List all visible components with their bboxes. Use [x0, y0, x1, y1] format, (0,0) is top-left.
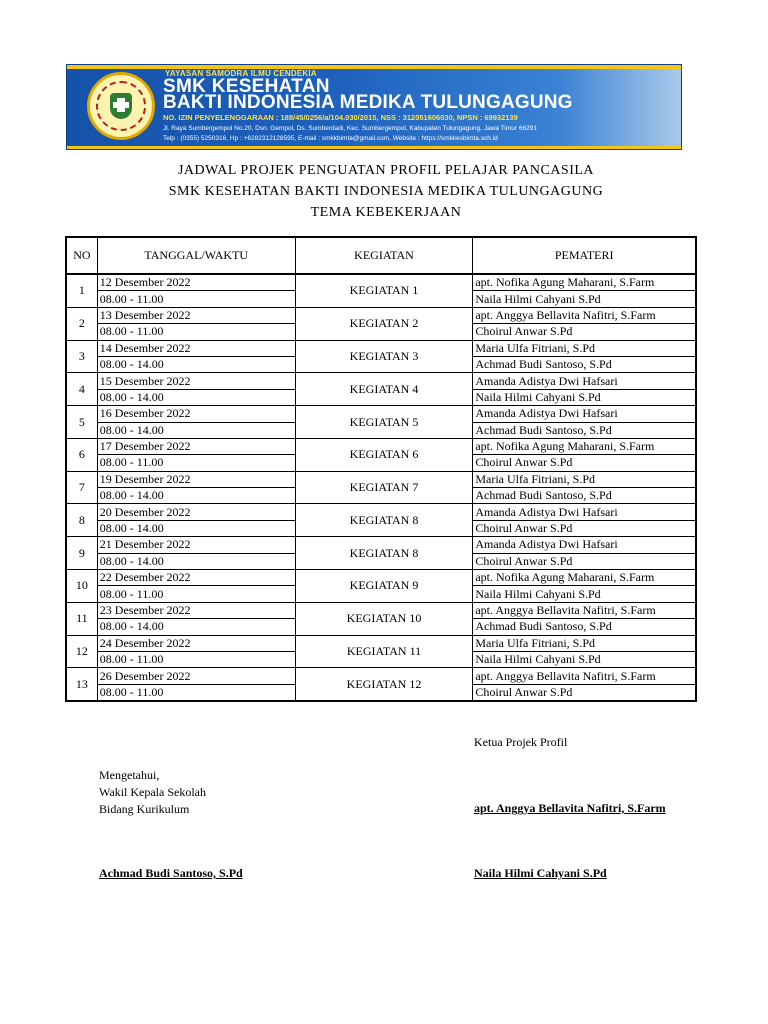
table-row [66, 602, 696, 618]
row-speaker-1: Amanda Adistya Dwi Hafsari [473, 537, 696, 553]
row-number: 13 [66, 668, 97, 701]
row-speaker-2: Naila Hilmi Cahyani S.Pd [473, 586, 696, 602]
row-time: 08.00 - 11.00 [97, 455, 295, 471]
row-speaker-1: apt. Nofika Agung Maharani, S.Farm [473, 274, 696, 291]
row-speaker-2: Achmad Budi Santoso, S.Pd [473, 422, 696, 438]
row-speaker-2: Choirul Anwar S.Pd [473, 455, 696, 471]
table-row [66, 438, 696, 454]
vice-principal-name-wrap [99, 865, 243, 882]
row-date: 23 Desember 2022 [97, 602, 295, 618]
row-activity: KEGIATAN 12 [295, 668, 473, 701]
row-time: 08.00 - 14.00 [97, 488, 295, 504]
table-row [66, 340, 696, 356]
row-speaker-2: Choirul Anwar S.Pd [473, 324, 696, 340]
row-activity: KEGIATAN 10 [295, 602, 473, 635]
row-time: 08.00 - 14.00 [97, 520, 295, 536]
row-number: 5 [66, 406, 97, 439]
row-activity: KEGIATAN 3 [295, 340, 473, 373]
row-date: 26 Desember 2022 [97, 668, 295, 684]
row-date: 15 Desember 2022 [97, 373, 295, 389]
row-date: 14 Desember 2022 [97, 340, 295, 356]
row-date: 20 Desember 2022 [97, 504, 295, 520]
acknowledgement-block [99, 767, 206, 818]
table-row [66, 274, 696, 291]
row-time: 08.00 - 14.00 [97, 553, 295, 569]
document-title [66, 160, 706, 223]
row-number: 11 [66, 602, 97, 635]
ack-line3: Bidang Kurikulum [99, 802, 190, 816]
row-time: 08.00 - 11.00 [97, 291, 295, 307]
table-row [66, 471, 696, 487]
table-row [66, 570, 696, 586]
row-activity: KEGIATAN 4 [295, 373, 473, 406]
school-address: Jl. Raya Sumbergempol No.20, Dsn. Gempol, Ds. Sumberdadi, Kec. Sumbergempol, Kabupaten Tulungagung, Jawa Timur 66291 [163, 125, 537, 132]
table-row [66, 504, 696, 520]
row-number: 8 [66, 504, 97, 537]
header-speaker: PEMATERI [473, 237, 696, 274]
chair-role: Ketua Projek Profil [474, 735, 568, 749]
row-time: 08.00 - 11.00 [97, 651, 295, 667]
row-date: 22 Desember 2022 [97, 570, 295, 586]
school-letterhead-banner [66, 64, 682, 150]
chair-name-wrap [474, 800, 666, 817]
row-speaker-1: Maria Ulfa Fitriani, S.Pd [473, 340, 696, 356]
school-logo [87, 72, 155, 140]
school-contact: Telp : (0355) 5250316, Hp : +6282312128595, E-mail : smkkbimta@gmail.com, Website : https://smkkesbimta.sch.id [163, 135, 498, 142]
row-speaker-1: apt. Anggya Bellavita Nafitri, S.Farm [473, 602, 696, 618]
table-row [66, 373, 696, 389]
header-date-time: TANGGAL/WAKTU [97, 237, 295, 274]
row-speaker-2: Achmad Budi Santoso, S.Pd [473, 488, 696, 504]
row-number: 3 [66, 340, 97, 373]
row-speaker-2: Achmad Budi Santoso, S.Pd [473, 619, 696, 635]
ack-line2: Wakil Kepala Sekolah [99, 785, 206, 799]
row-date: 16 Desember 2022 [97, 406, 295, 422]
schedule-table-body [66, 274, 696, 701]
row-time: 08.00 - 11.00 [97, 684, 295, 701]
banner-bottom-stripe [67, 146, 681, 149]
row-number: 4 [66, 373, 97, 406]
header-activity: KEGIATAN [295, 237, 473, 274]
row-number: 9 [66, 537, 97, 570]
row-speaker-1: apt. Anggya Bellavita Nafitri, S.Farm [473, 307, 696, 323]
row-speaker-2: Choirul Anwar S.Pd [473, 684, 696, 701]
school-name-line2: BAKTI INDONESIA MEDIKA TULUNGAGUNG [163, 92, 573, 113]
vice-principal-name: Achmad Budi Santoso, S.Pd [99, 866, 243, 880]
table-row [66, 635, 696, 651]
row-speaker-2: Naila Hilmi Cahyani S.Pd [473, 651, 696, 667]
foundation-name: YAYASAN SAMODRA ILMU CENDEKIA [165, 69, 317, 78]
table-row [66, 537, 696, 553]
header-no: NO [66, 237, 97, 274]
row-time: 08.00 - 14.00 [97, 619, 295, 635]
logo-cross-shield-icon [110, 93, 132, 119]
banner-top-stripe [67, 65, 681, 69]
row-activity: KEGIATAN 9 [295, 570, 473, 603]
row-number: 12 [66, 635, 97, 668]
row-number: 1 [66, 274, 97, 307]
row-time: 08.00 - 11.00 [97, 586, 295, 602]
title-line3: TEMA KEBEKERJAAN [310, 205, 462, 220]
row-speaker-2: Naila Hilmi Cahyani S.Pd [473, 389, 696, 405]
row-activity: KEGIATAN 5 [295, 406, 473, 439]
title-line2: SMK KESEHATAN BAKTI INDONESIA MEDIKA TULUNGAGUNG [168, 184, 604, 199]
row-speaker-1: Maria Ulfa Fitriani, S.Pd [473, 635, 696, 651]
school-name-line1: SMK KESEHATAN [163, 76, 330, 97]
row-activity: KEGIATAN 8 [295, 504, 473, 537]
schedule-table [65, 236, 697, 702]
table-header-row [66, 237, 696, 274]
row-date: 13 Desember 2022 [97, 307, 295, 323]
row-speaker-1: Amanda Adistya Dwi Hafsari [473, 373, 696, 389]
row-date: 24 Desember 2022 [97, 635, 295, 651]
row-speaker-1: Amanda Adistya Dwi Hafsari [473, 504, 696, 520]
second-signatory-name-wrap [474, 865, 607, 882]
chair-name: apt. Anggya Bellavita Nafitri, S.Farm [474, 801, 666, 815]
row-activity: KEGIATAN 8 [295, 537, 473, 570]
ack-line1: Mengetahui, [99, 768, 160, 782]
row-speaker-1: apt. Nofika Agung Maharani, S.Farm [473, 438, 696, 454]
row-activity: KEGIATAN 2 [295, 307, 473, 340]
row-time: 08.00 - 14.00 [97, 356, 295, 372]
row-speaker-1: Amanda Adistya Dwi Hafsari [473, 406, 696, 422]
title-line1: JADWAL PROJEK PENGUATAN PROFIL PELAJAR PANCASILA [177, 163, 595, 178]
table-row [66, 307, 696, 323]
row-date: 19 Desember 2022 [97, 471, 295, 487]
row-activity: KEGIATAN 11 [295, 635, 473, 668]
row-speaker-1: apt. Nofika Agung Maharani, S.Farm [473, 570, 696, 586]
row-time: 08.00 - 14.00 [97, 422, 295, 438]
second-signatory-name: Naila Hilmi Cahyani S.Pd [474, 866, 607, 880]
table-row [66, 406, 696, 422]
row-speaker-2: Achmad Budi Santoso, S.Pd [473, 356, 696, 372]
row-speaker-2: Choirul Anwar S.Pd [473, 520, 696, 536]
row-activity: KEGIATAN 1 [295, 274, 473, 307]
row-speaker-2: Naila Hilmi Cahyani S.Pd [473, 291, 696, 307]
row-number: 2 [66, 307, 97, 340]
row-date: 12 Desember 2022 [97, 274, 295, 291]
row-speaker-2: Choirul Anwar S.Pd [473, 553, 696, 569]
row-number: 7 [66, 471, 97, 504]
row-number: 10 [66, 570, 97, 603]
row-speaker-1: apt. Anggya Bellavita Nafitri, S.Farm [473, 668, 696, 684]
row-activity: KEGIATAN 7 [295, 471, 473, 504]
row-speaker-1: Maria Ulfa Fitriani, S.Pd [473, 471, 696, 487]
row-activity: KEGIATAN 6 [295, 438, 473, 471]
row-number: 6 [66, 438, 97, 471]
school-permit: NO. IZIN PENYELENGGARAAN : 188/45/0256/a/104.030/2015, NSS : 312051606030, NPSN : 69932139 [163, 113, 518, 122]
row-time: 08.00 - 14.00 [97, 389, 295, 405]
table-row [66, 668, 696, 684]
row-date: 17 Desember 2022 [97, 438, 295, 454]
row-date: 21 Desember 2022 [97, 537, 295, 553]
row-time: 08.00 - 11.00 [97, 324, 295, 340]
